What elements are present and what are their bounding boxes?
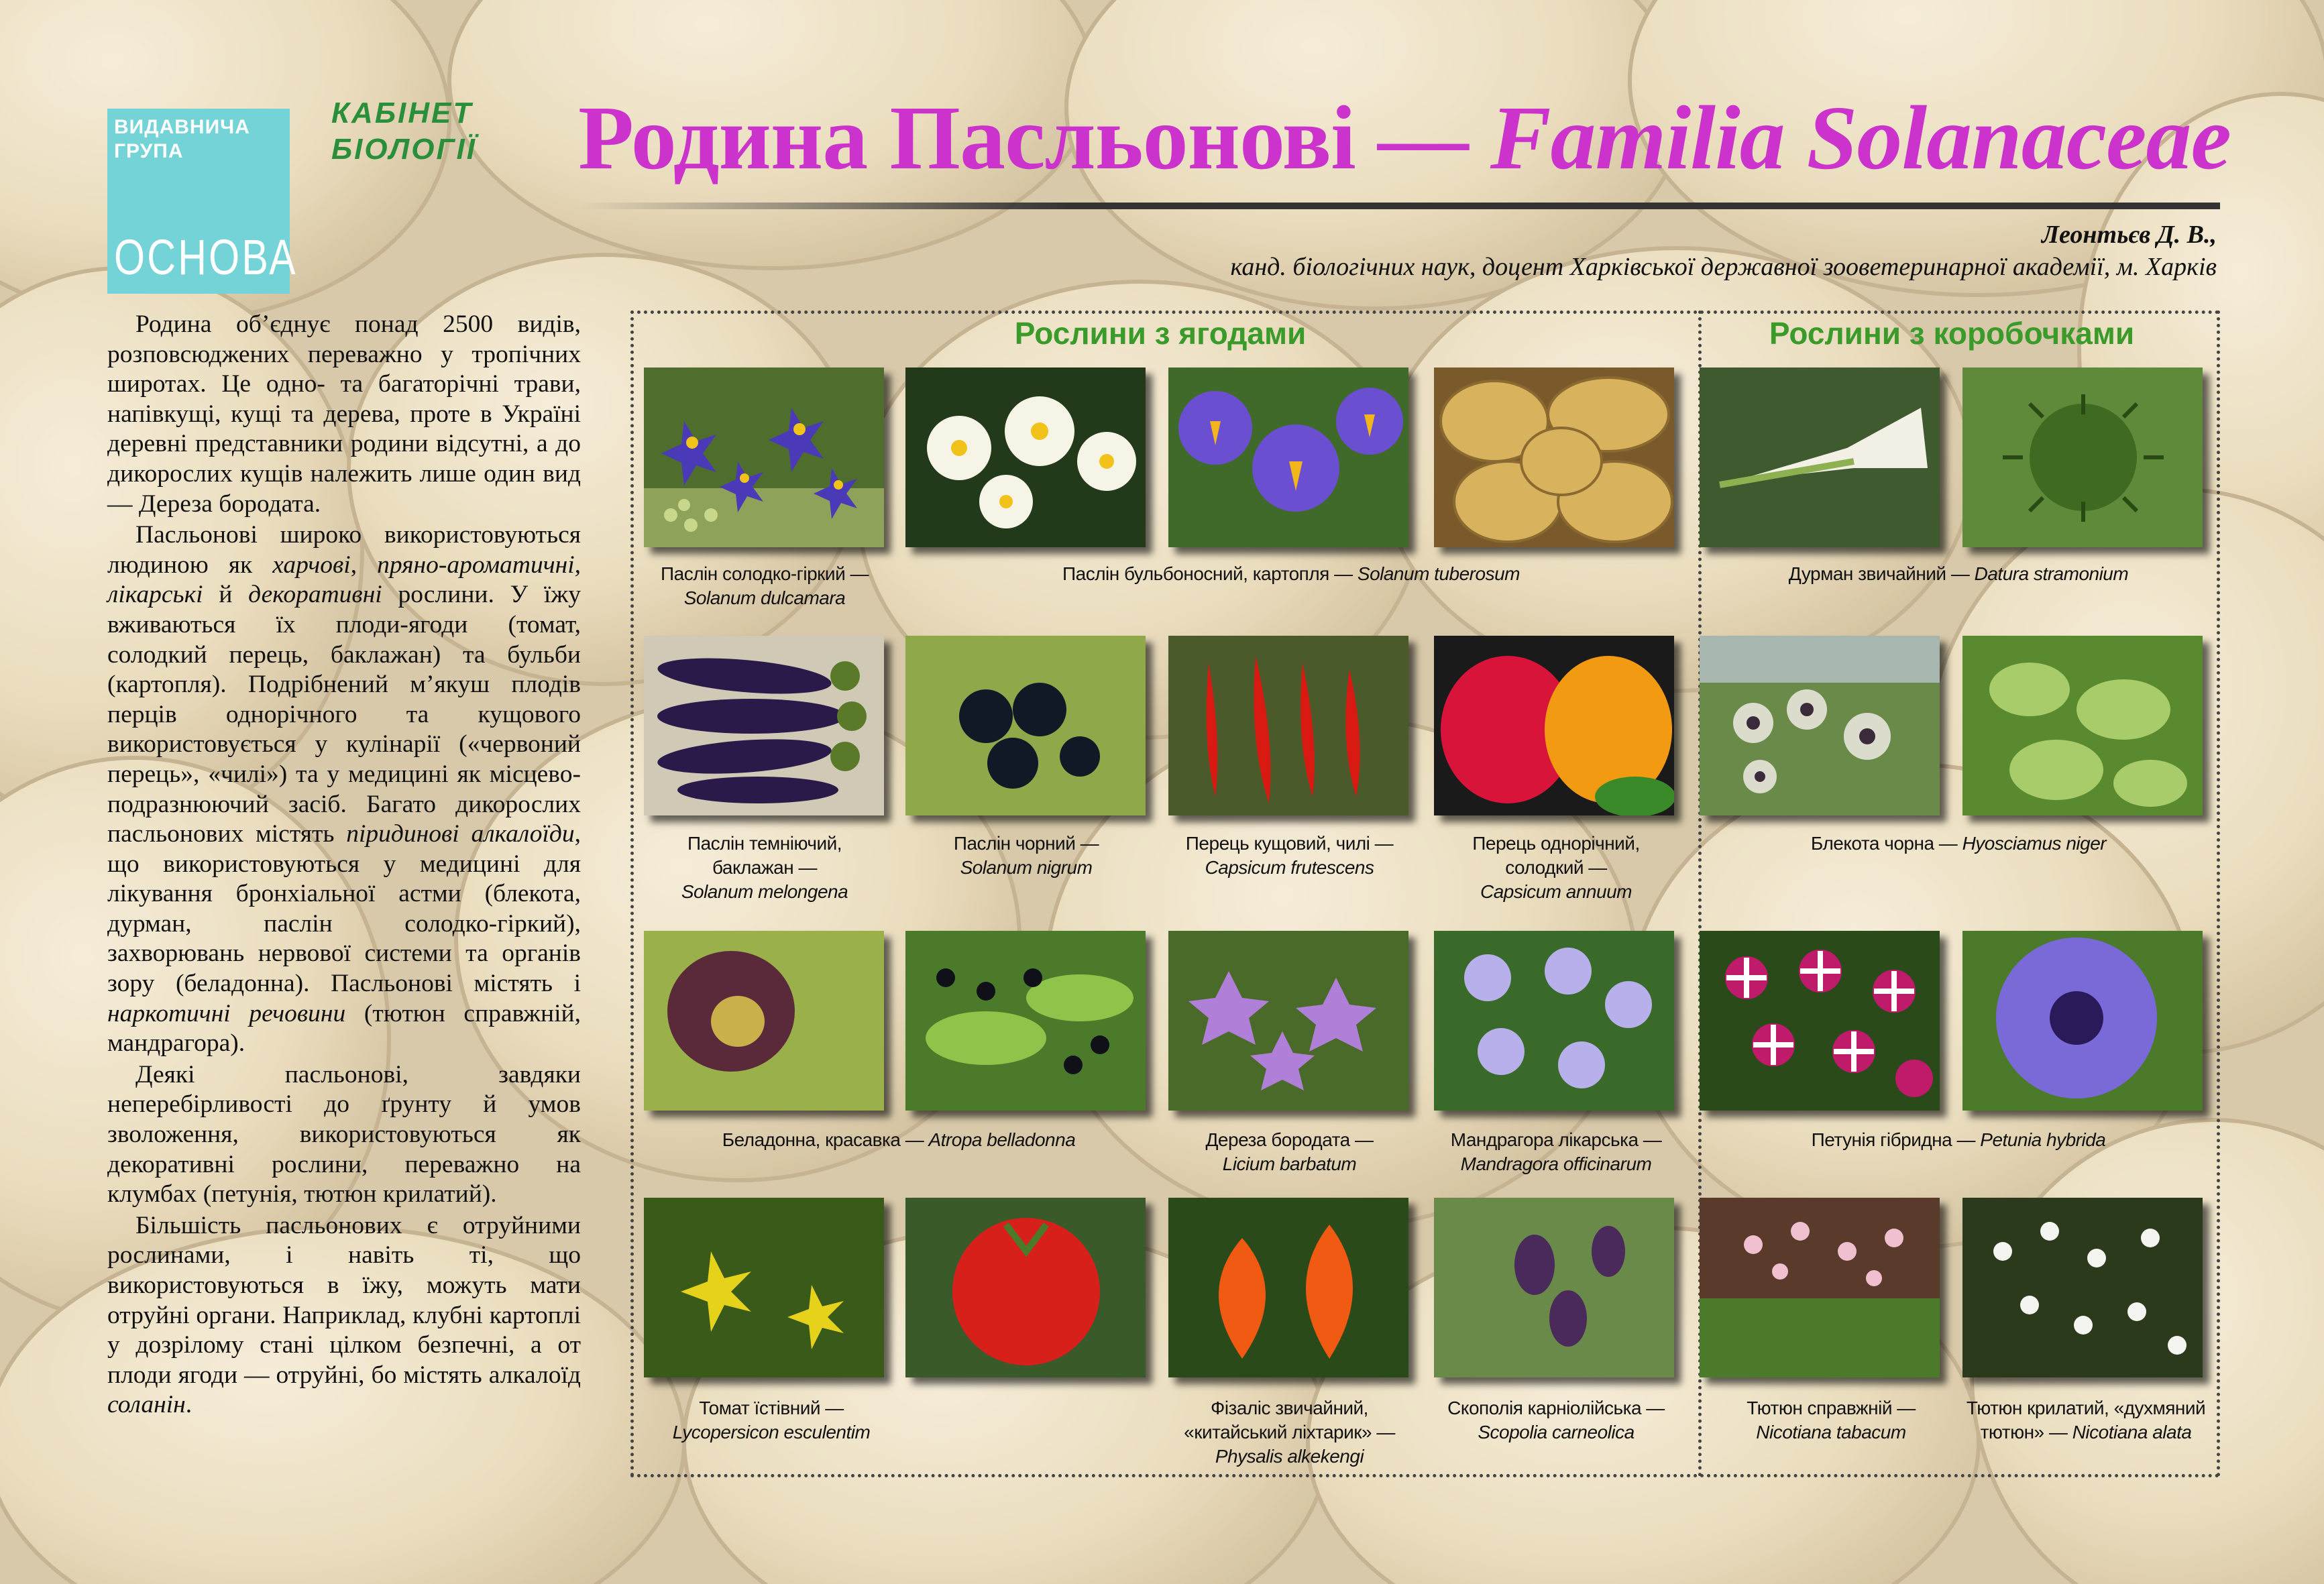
photo-solanum-dulcamara	[644, 367, 884, 547]
paragraph-4: Більшість пасльонових є отруйними рослинами, і навіть ті, що використовуються в їжу, можуть мати отруйні органи. Наприклад, клубні картоплі у дозрілому стані цілком безпечні, а от плоди ягоди — отруйні, бо містять алкалоїд соланін.	[107, 1211, 581, 1419]
photo-tomato-flower	[644, 1198, 884, 1377]
photo-potato-tubers	[1434, 367, 1674, 547]
photo-atropa-belladonna	[644, 931, 884, 1111]
photo-belladonna-berries	[905, 931, 1146, 1111]
author-block	[1231, 219, 2217, 283]
photo-sweet-pepper	[1434, 636, 1674, 815]
title-latin: Familia Solanaceae	[1490, 88, 2231, 188]
paragraph-2: Пасльонові широко використовуються людиною як харчові, пряно-ароматичні, лікарські й декоративні рослини. У їжу вживаються їх плоди-ягоди (томат, солодкий перець, баклажан) та бульби (картопля). Подрібнений м’якуш плодів перців однорічного та кущового використовується у кулінарії («червоний перець», «чилі») та у медицині як місцево-подразнюючий засіб. Багато дикорослих пасльонових містять піридинові алкалоїди, що використовуються у медицині для лікування бронхіальної астми (блекота, дурман, паслін солодко-гіркий), захворювань нервової системи та органів зору (беладонна). Пасльонові містять і наркотичні речовини (тютюн справжній, мандрагора).	[107, 521, 582, 1058]
paragraph-1: Родина об’єднує понад 2500 видів, розповсюджених переважно у тропічних широтах. Це одно- та багаторічні трави, напівкущі, кущі та дерева, проте в Україні деревні представники родини відсутні, а до дикорослих кущів належить лише один вид — Дереза бородата.	[107, 310, 581, 518]
caption-petunia-hybrida: Петунія гібридна — Petunia hybrida	[1811, 1129, 2106, 1150]
publisher-logo-name: ОСНОВА	[114, 229, 298, 285]
caption-physalis-alkekengi: Фізаліс звичайний, «китайський ліхтарик» — Physalis alkekengi	[1184, 1398, 1395, 1467]
photo-lycium-barbatum	[1168, 931, 1408, 1111]
photo-datura-flower	[1700, 367, 1940, 547]
photo-datura-capsule	[1962, 367, 2203, 547]
photo-nicotiana-alata	[1962, 1198, 2203, 1377]
caption-capsicum-frutescens: Перець кущовий, чилі — Capsicum frutescens	[1185, 833, 1394, 878]
caption-solanum-nigrum: Паслін чорний — Solanum nigrum	[953, 833, 1099, 878]
publisher-logo-top: ВИДАВНИЧА ГРУПА	[114, 116, 250, 162]
caption-licium-barbatum: Дереза бородата — Licium barbatum	[1205, 1129, 1374, 1174]
section-label: КАБІНЕТ БІОЛОГІЇ	[331, 97, 477, 166]
paragraph-3: Деякі пасльонові, завдяки неперебірливості до ґрунту й умов зволоження, використовуються як декоративні рослини, переважно на клумбах (петунія, тютюн крилатий).	[107, 1060, 581, 1208]
photo-mandragora	[1434, 931, 1674, 1111]
author-name: Леонтьєв Д. В.,	[2041, 221, 2217, 249]
page-title	[578, 86, 2231, 190]
caption-nicotiana-tabacum: Тютюн справжній — Nicotiana tabacum	[1747, 1398, 1916, 1442]
photo-eggplant	[644, 636, 884, 815]
article-text	[107, 310, 581, 1422]
photo-solanum-nigrum	[905, 636, 1146, 815]
caption-solanum-dulcamara: Паслін солодко-гіркий — Solanum dulcamara	[661, 563, 869, 608]
photo-petunia-striped	[1700, 931, 1940, 1111]
photo-chili-pepper	[1168, 636, 1408, 815]
photo-potato-flower-purple	[1168, 367, 1408, 547]
heading-capsules: Рослини з коробочками	[1769, 316, 2135, 351]
photo-hyoscyamus-flowers	[1700, 636, 1940, 815]
title-rule	[578, 203, 2220, 209]
photo-petunia-hybrida	[1962, 931, 2203, 1111]
caption-mandragora-officinarum: Мандрагора лікарська — Mandragora officinarum	[1450, 1129, 1662, 1174]
photo-scopolia	[1434, 1198, 1674, 1377]
caption-datura-stramonium: Дурман звичайний — Datura stramonium	[1788, 563, 2129, 584]
photo-hyoscyamus-capsules	[1962, 636, 2203, 815]
caption-solanum-melongena: Паслін темніючий, баклажан — Solanum melongena	[681, 833, 848, 902]
publisher-logo	[107, 109, 298, 294]
caption-scopolia-carneolica: Скополія карніолійська — Scopolia carneolica	[1447, 1398, 1665, 1442]
author-affiliation: канд. біологічних наук, доцент Харківської державної зооветеринарної академії, м. Харків	[1230, 253, 2217, 281]
photo-potato-flower	[905, 367, 1146, 547]
caption-capsicum-annuum: Перець однорічний, солодкий — Capsicum annuum	[1472, 833, 1640, 902]
caption-lycopersicon: Томат їстівний — Lycopersicon esculentim	[672, 1398, 871, 1442]
photo-physalis	[1168, 1198, 1408, 1377]
photo-nicotiana-tabacum	[1700, 1198, 1940, 1377]
heading-berries: Рослини з ягодами	[1014, 316, 1307, 351]
caption-atropa-belladonna: Беладонна, красавка — Atropa belladonna	[722, 1129, 1076, 1150]
caption-nicotiana-alata: Тютюн крилатий, «духмяний тютюн» — Nicotiana alata	[1966, 1398, 2206, 1442]
caption-hyoscyamus-niger: Блекота чорна — Hyosciamus niger	[1810, 833, 2107, 854]
photo-tomato-fruit	[905, 1198, 1146, 1377]
caption-solanum-tuberosum: Паслін бульбоносний, картопля — Solanum tuberosum	[1062, 563, 1520, 584]
title-ukrainian: Родина Пасльонові —	[578, 88, 1490, 188]
